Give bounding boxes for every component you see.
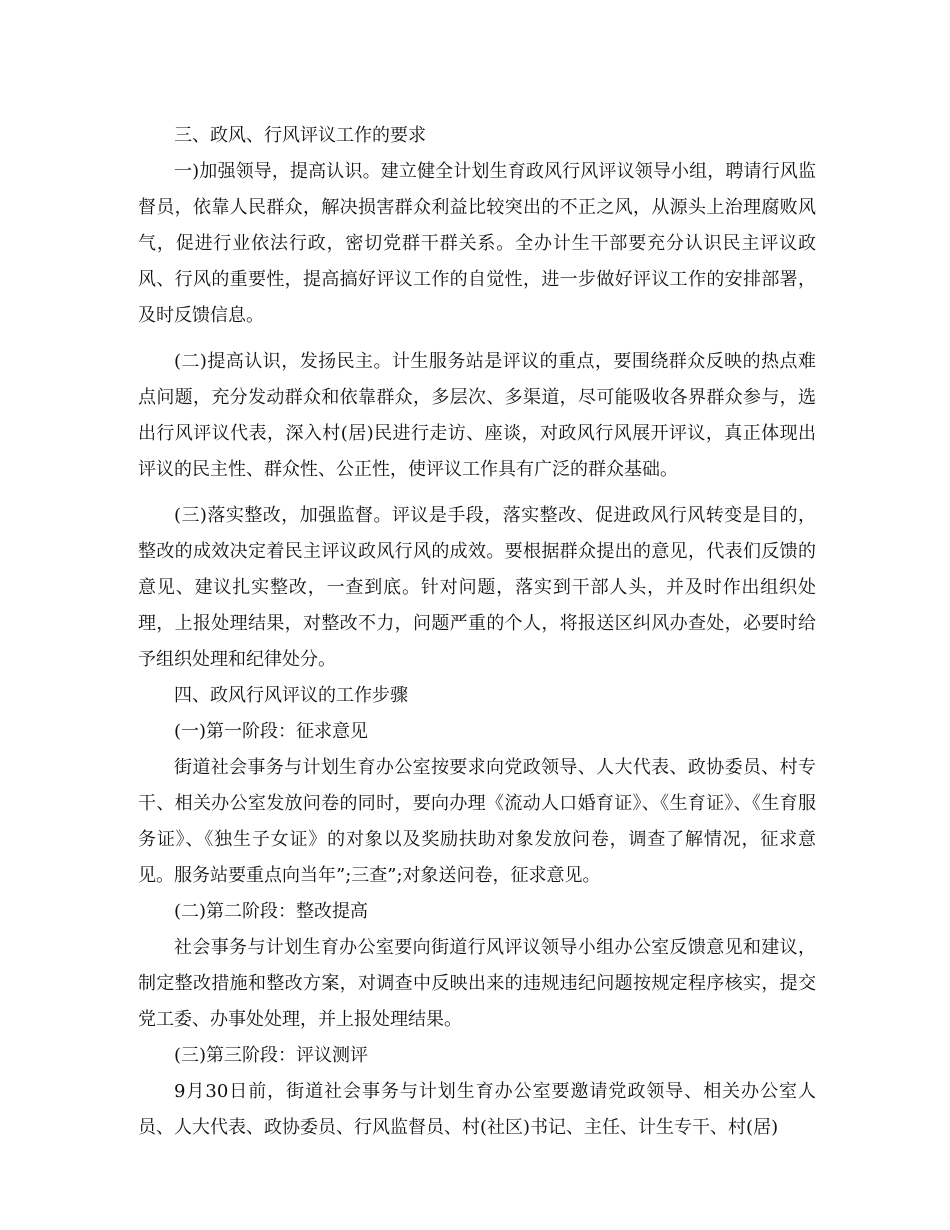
subheading-stage-two: (二)第二阶段：整改提高 <box>174 901 369 922</box>
paragraph-leadership: 一)加强领导，提高认识。建立健全计划生育政风行风评议领导小组，聘请行风监督员，依靠人民群众，解决损害群众利益比较突出的不正之风，从源头上治理腐败风气，促进行业依法行政，密切党群干群关系。全办计生干部要充分认识民主评议政风、行风的重要性，提高搞好评议工作的自觉性，进一步做好评议工作的安排部署，及时反馈信息。 <box>138 161 816 326</box>
subheading-stage-three: (三)第三阶段：评议测评 <box>174 1045 369 1066</box>
section-heading-requirements: 三、政风、行风评议工作的要求 <box>174 125 426 146</box>
subheading-stage-one: (一)第一阶段：征求意见 <box>174 721 369 742</box>
paragraph-rectification: (三)落实整改，加强监督。评议是手段，落实整改、促进政风行风转变是目的，整改的成效决定着民主评议政风行风的成效。要根据群众提出的意见，代表们反馈的意见、建议扎实整改，一查到底。针对问题，落实到干部人头，并及时作出组织处理，上报处理结果，对整改不力，问题严重的个人，将报送区纠风办查处，必要时给予组织处理和纪律处分。 <box>138 505 816 670</box>
paragraph-democracy: (二)提高认识，发扬民主。计生服务站是评议的重点，要围绕群众反映的热点难点问题，充分发动群众和依靠群众，多层次、多渠道，尽可能吸收各界群众参与，选出行风评议代表，深入村(居)民进行走访、座谈，对政风行风展开评议，真正体现出评议的民主性、群众性、公正性，使评议工作具有广泛的群众基础。 <box>138 351 816 480</box>
document-body <box>138 118 816 1146</box>
paragraph-stage-one: 街道社会事务与计划生育办公室按要求向党政领导、人大代表、政协委员、村专干、相关办公室发放问卷的同时，要向办理《流动人口婚育证》、《生育证》、《生育服务证》、《独生子女证》的对象以及奖励扶助对象发放问卷，调查了解情况，征求意见。服务站要重点向当年”;三查”;对象送问卷，征求意见。 <box>138 757 816 886</box>
paragraph-stage-two: 社会事务与计划生育办公室要向街道行风评议领导小组办公室反馈意见和建议，制定整改措施和整改方案，对调查中反映出来的违规违纪问题按规定程序核实，提交党工委、办事处处理，并上报处理结果。 <box>138 937 816 1030</box>
paragraph-stage-three: 9月30日前，街道社会事务与计划生育办公室要邀请党政领导、相关办公室人员、人大代表、政协委员、行风监督员、村(社区)书记、主任、计生专干、村(居) <box>138 1081 816 1138</box>
section-heading-steps: 四、政风行风评议的工作步骤 <box>174 685 408 706</box>
